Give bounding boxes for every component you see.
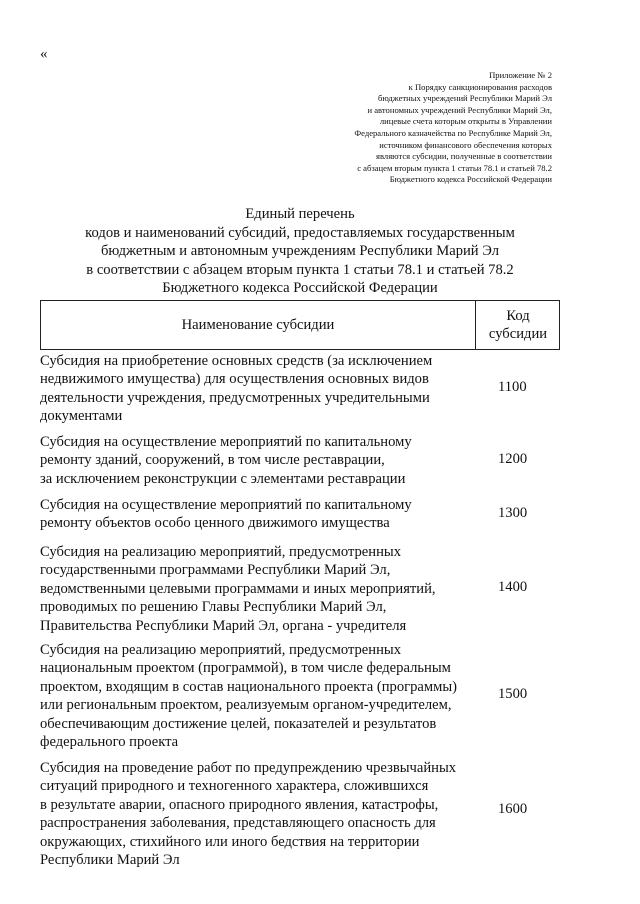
appendix-note	[252, 70, 552, 186]
appendix-line: и автономных учреждений Республики Марий Эл,	[367, 104, 552, 115]
appendix-line: бюджетных учреждений Республики Марий Эл	[378, 93, 552, 104]
text-line: или региональным проектом, реализуемым органом-учредителем,	[40, 697, 452, 714]
text-line: ремонту объектов особо ценного движимого имущества	[40, 515, 390, 532]
appendix-line: к Порядку санкционирования расходов	[408, 81, 552, 92]
text-line: ведомственными целевыми программами и иных мероприятий,	[40, 580, 436, 597]
text-line: окружающих, стихийного или иного бедствия на территории	[40, 833, 420, 850]
text-line: ремонту зданий, сооружений, в том числе реставрации,	[40, 452, 385, 469]
appendix-line: Федерального казначейства по Республике Марий Эл,	[354, 127, 552, 138]
text-line: Субсидия на проведение работ по предупреждению чрезвычайных	[40, 760, 457, 776]
title-line: в соответствии с абзацем вторым пункта 1 статьи 78.1 и статьей 78.2	[86, 261, 514, 278]
subsidy-code: 1100	[498, 379, 527, 395]
appendix-line: Бюджетного кодекса Российской Федерации	[389, 174, 552, 185]
text-line: обеспечивающим достижение целей, показателей и результатов	[40, 715, 437, 732]
table-row	[40, 352, 560, 426]
table-row	[40, 759, 560, 871]
title-line: кодов и наименований субсидий, предоставляемых государственным	[85, 224, 515, 241]
text-line: деятельности учреждения, предусмотренных учредительными	[40, 389, 430, 406]
text-line: документами	[40, 408, 123, 425]
text-line: ситуаций природного и техногенного характера, сложившихся	[40, 778, 429, 795]
subsidy-name	[40, 433, 476, 488]
subsidy-name	[40, 496, 476, 533]
appendix-line: с абзацем вторым пункта 1 статьи 78.1 и статьей 78.2	[357, 162, 552, 173]
text-line: Субсидия на реализацию мероприятий, предусмотренных	[40, 544, 401, 560]
table-row	[40, 641, 560, 753]
subsidy-name	[40, 759, 476, 869]
subsidy-code: 1300	[498, 505, 528, 521]
table-row	[40, 433, 560, 489]
subsidy-code: 1600	[498, 801, 528, 817]
header-code-line: субсидии	[488, 326, 548, 342]
table-row	[40, 543, 560, 635]
subsidy-name	[40, 641, 476, 751]
subsidy-code: 1400	[498, 579, 528, 595]
subsidy-code: 1500	[498, 686, 528, 702]
text-line: в результате аварии, опасного природного явления, катастрофы,	[40, 796, 439, 813]
header-subsidy-name: Наименование субсидии	[41, 301, 476, 349]
text-line: Субсидия на осуществление мероприятий по капитальному	[40, 434, 412, 450]
appendix-line: источником финансового обеспечения которых	[379, 139, 552, 150]
text-line: за исключением реконструкции с элементами реставрации	[40, 470, 406, 487]
subsidy-name	[40, 352, 476, 426]
quote-mark: «	[40, 46, 48, 62]
text-line: Субсидия на приобретение основных средств (за исключением	[40, 353, 433, 369]
table-row	[40, 496, 560, 534]
header-code-line: Код	[506, 308, 530, 324]
document-title	[40, 205, 560, 298]
text-line: Субсидия на осуществление мероприятий по капитальному	[40, 497, 412, 513]
appendix-line: являются субсидии, полученные в соответствии	[376, 151, 552, 162]
text-line: проводимых по решению Главы Республики Марий Эл,	[40, 599, 387, 616]
text-line: федерального проекта	[40, 734, 179, 751]
header-subsidy-code	[476, 301, 560, 349]
table-header	[40, 300, 560, 350]
title-line: Единый перечень	[245, 206, 355, 222]
title-line: Бюджетного кодекса Российской Федерации	[162, 280, 438, 297]
text-line: проектом, входящим в состав национального проекта (программы)	[40, 678, 458, 695]
text-line: распространения заболевания, представляющего опасность для	[40, 815, 436, 832]
title-line: бюджетным и автономным учреждениям Республики Марий Эл	[101, 243, 499, 260]
subsidy-name	[40, 543, 476, 635]
text-line: недвижимого имущества) для осуществления основных видов	[40, 371, 429, 388]
text-line: Правительства Республики Марий Эл, органа - учредителя	[40, 617, 407, 634]
text-line: Республики Марий Эл	[40, 852, 180, 869]
subsidy-code: 1200	[498, 451, 528, 467]
appendix-line: Приложение № 2	[489, 70, 552, 80]
text-line: государственными программами Республики Марий Эл,	[40, 562, 391, 579]
appendix-line: лицевые счета которым открыты в Управлении	[379, 116, 552, 127]
text-line: национальным проектом (программой), в том числе федеральным	[40, 660, 451, 677]
text-line: Субсидия на реализацию мероприятий, предусмотренных	[40, 642, 401, 658]
